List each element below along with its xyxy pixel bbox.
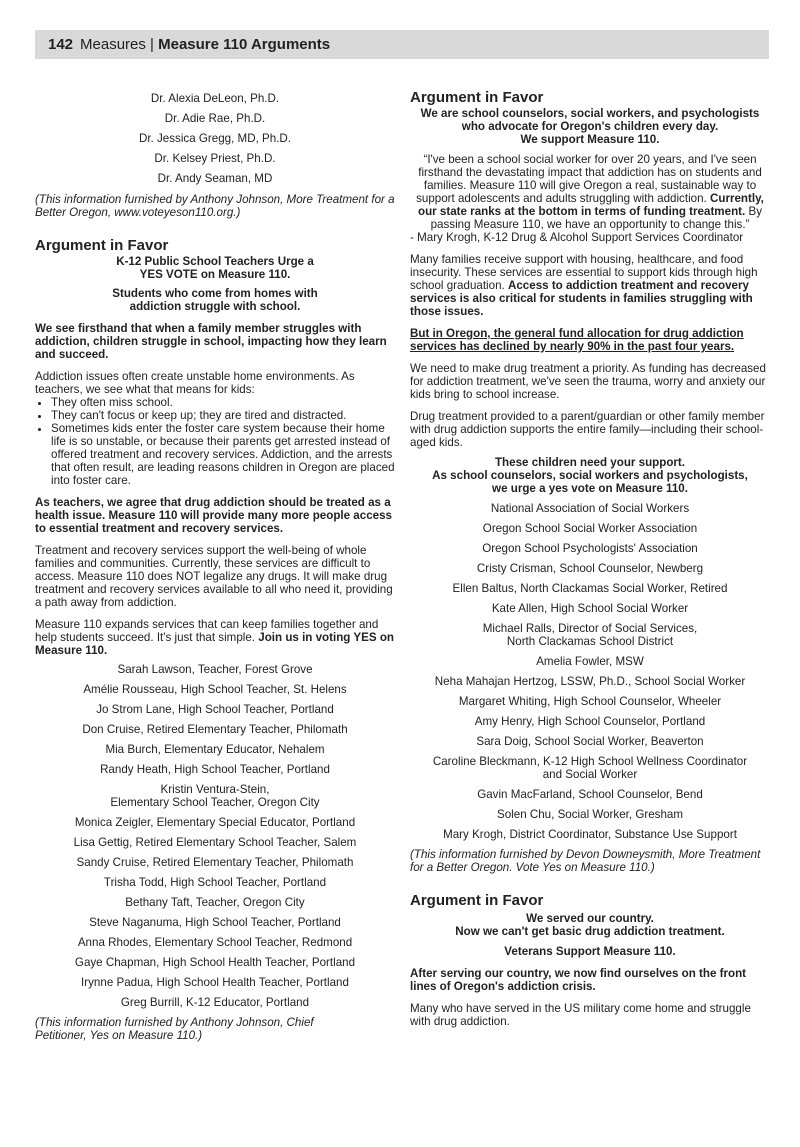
header-separator: | bbox=[145, 36, 159, 53]
signatory: Irynne Padua, High School Health Teacher, Portland bbox=[81, 976, 349, 989]
page-number: 142 bbox=[48, 36, 74, 53]
paragraph: We need to make drug treatment a priority. As funding has decreased for addiction treatment, we've seen the trauma, worry and anxiety our kids bring to school increase. bbox=[410, 362, 766, 401]
signatory: Randy Heath, High School Teacher, Portland bbox=[100, 763, 330, 776]
intro-line: We support Measure 110. bbox=[520, 133, 660, 146]
signatory: Dr. Kelsey Priest, Ph.D. bbox=[154, 152, 276, 165]
signatory: Sandy Cruise, Retired Elementary Teacher, Philomath bbox=[76, 856, 354, 869]
paragraph-bold: Access to addiction treatment and recovery services is also critical for students in families struggling with those issues. bbox=[410, 279, 753, 318]
quote-attribution: - Mary Krogh, K-12 Drug & Alcohol Support Services Coordinator bbox=[410, 231, 744, 244]
bold-paragraph: As teachers, we agree that drug addiction should be treated as a health issue. Measure 110 will provide many more people access to essential treatment and recovery services. bbox=[35, 496, 392, 535]
signatory: Sarah Lawson, Teacher, Forest Grove bbox=[117, 663, 313, 676]
signatory: Amélie Rousseau, High School Teacher, St. Helens bbox=[83, 683, 347, 696]
signatory: Mia Burch, Elementary Educator, Nehalem bbox=[105, 743, 325, 756]
signatory: Ellen Baltus, North Clackamas Social Worker, Retired bbox=[452, 582, 728, 595]
signatory: National Association of Social Workers bbox=[490, 502, 690, 515]
left-column bbox=[35, 89, 395, 1042]
support-line: These children need your support. bbox=[494, 456, 686, 469]
signatory: Gaye Chapman, High School Health Teacher, Portland bbox=[74, 956, 356, 969]
signatory: Cristy Crisman, School Counselor, Newberg bbox=[476, 562, 704, 575]
signatory: Dr. Jessica Gregg, MD, Ph.D. bbox=[138, 132, 292, 145]
paragraph bbox=[35, 618, 395, 657]
signatory-list bbox=[35, 663, 395, 1009]
signatory: Solen Chu, Social Worker, Gresham bbox=[496, 808, 683, 821]
signatory: Bethany Taft, Teacher, Oregon City bbox=[125, 896, 305, 909]
bold-paragraph: We see firsthand that when a family member struggles with addiction, children struggle in school, impacting how they learn and succeed. bbox=[35, 322, 387, 361]
signatory: Greg Burrill, K-12 Educator, Portland bbox=[120, 996, 310, 1009]
bullet-item: • They often miss school. bbox=[51, 396, 395, 409]
signatory: Don Cruise, Retired Elementary Teacher, Philomath bbox=[82, 723, 348, 736]
call-to-action: Join us in voting YES on Measure 110. bbox=[35, 631, 394, 657]
furnished-note: (This information furnished by Anthony Johnson, More Treatment for a Better Oregon, www.voteyeson110.org.) bbox=[35, 193, 395, 219]
intro-line: We are school counselors, social workers, and psychologists who advocate for Oregon's children every day. bbox=[420, 107, 760, 133]
signatory: Caroline Bleckmann, K-12 High School Wellness Coordinator and Social Worker bbox=[432, 755, 748, 781]
section-title: Measures bbox=[80, 36, 146, 53]
signatory: Dr. Alexia DeLeon, Ph.D. bbox=[150, 92, 280, 105]
signatory: Michael Ralls, Director of Social Services, North Clackamas School District bbox=[482, 622, 698, 648]
signatory: Gavin MacFarland, School Counselor, Bend bbox=[477, 788, 703, 801]
quote bbox=[410, 153, 770, 231]
signatory: Monica Zeigler, Elementary Special Educator, Portland bbox=[74, 816, 356, 829]
bullet-list bbox=[35, 396, 395, 487]
bullet-item: • They can't focus or keep up; they are tired and distracted. bbox=[51, 409, 395, 422]
signatory: Trisha Todd, High School Teacher, Portland bbox=[103, 876, 327, 889]
paragraph: Many who have served in the US military come home and struggle with drug addiction. bbox=[410, 1002, 751, 1028]
argument-heading: Argument in Favor bbox=[410, 89, 544, 106]
signatory: Oregon School Social Worker Association bbox=[482, 522, 698, 535]
signatory: Neha Mahajan Hertzog, LSSW, Ph.D., School Social Worker bbox=[434, 675, 746, 688]
underlined-paragraph: But in Oregon, the general fund allocation for drug addiction services has declined by nearly 90% in the past four years. bbox=[410, 327, 744, 353]
veterans-line: We served our country. bbox=[526, 912, 654, 925]
paragraph: Addiction issues often create unstable home environments. As teachers, we see what that means for kids: bbox=[35, 370, 355, 396]
furnished-note: (This information furnished by Devon Downeysmith, More Treatment for a Better Oregon. Vote Yes on Measure 110.) bbox=[410, 848, 761, 874]
support-line: As school counselors, social workers and psychologists, we urge a yes vote on Measure 110. bbox=[432, 469, 748, 495]
paragraph bbox=[410, 253, 770, 318]
veterans-line: Now we can't get basic drug addiction treatment. bbox=[455, 925, 725, 938]
intro-line: K-12 Public School Teachers Urge a YES VOTE on Measure 110. bbox=[116, 255, 314, 281]
signatory: Amy Henry, High School Counselor, Portland bbox=[474, 715, 706, 728]
signatory: Dr. Andy Seaman, MD bbox=[157, 172, 273, 185]
signatory: Jo Strom Lane, High School Teacher, Portland bbox=[96, 703, 334, 716]
signatory: Margaret Whiting, High School Counselor, Wheeler bbox=[458, 695, 722, 708]
signatory: Lisa Gettig, Retired Elementary School Teacher, Salem bbox=[73, 836, 357, 849]
signatory: Oregon School Psychologists' Association bbox=[482, 542, 698, 555]
quote-end: By passing Measure 110, we have an opportunity to change this.” bbox=[430, 205, 762, 231]
paragraph: Drug treatment provided to a parent/guardian or other family member with drug addiction supports the entire family—including their school-aged kids. bbox=[410, 410, 765, 449]
signatory: Dr. Adie Rae, Ph.D. bbox=[164, 112, 266, 125]
argument-heading: Argument in Favor bbox=[35, 237, 169, 254]
veterans-line: Veterans Support Measure 110. bbox=[504, 945, 676, 958]
right-column bbox=[410, 89, 770, 1028]
signatory: Amelia Fowler, MSW bbox=[536, 655, 644, 668]
page-header bbox=[35, 30, 769, 59]
quote-text: “I've been a school social worker for over 20 years, and I've seen firsthand the devastating impact that addiction has on students and families. Measure 110 will give Oregon a real, sustainable way to support adolescents and adults struggling with addiction. bbox=[416, 153, 762, 205]
signatory: Sara Doig, School Social Worker, Beaverton bbox=[476, 735, 704, 748]
signatory: Mary Krogh, District Coordinator, Substance Use Support bbox=[443, 828, 737, 841]
argument-heading: Argument in Favor bbox=[410, 892, 544, 909]
signatory: Kate Allen, High School Social Worker bbox=[491, 602, 689, 615]
top-signatories bbox=[35, 89, 395, 185]
quote-bold: Currently, our state ranks at the bottom in terms of funding treatment. bbox=[418, 192, 764, 218]
signatory: Steve Naganuma, High School Teacher, Portland bbox=[89, 916, 341, 929]
paragraph-text: Measure 110 expands services that can keep families together and help students succeed. It's just that simple. bbox=[35, 618, 379, 644]
paragraph: Treatment and recovery services support the well-being of whole families and communities. Currently, these services are difficult to access. Measure 110 does NOT legalize any drugs. It will make drug treatment and recovery services available to all who need it, providing a path away from addiction. bbox=[35, 544, 393, 609]
bullet-item: • Sometimes kids enter the foster care system because their home life is so unstable, or because their parents get arrested instead of offered treatment and recovery services. Addiction, and the arrests that often result, are leading reasons children in Oregon are placed into foster care. bbox=[51, 422, 395, 487]
signatory: Anna Rhodes, Elementary School Teacher, Redmond bbox=[77, 936, 353, 949]
signatory-list bbox=[410, 502, 770, 841]
paragraph-text: Many families receive support with housing, healthcare, and food insecurity. These services are essential to support kids through high school graduation. bbox=[410, 253, 758, 292]
furnished-note: (This information furnished by Anthony Johnson, Chief Petitioner, Yes on Measure 110.) bbox=[35, 1016, 314, 1042]
signatory: Kristin Ventura-Stein, Elementary School Teacher, Oregon City bbox=[110, 783, 320, 809]
intro-line: Students who come from homes with addiction struggle with school. bbox=[112, 287, 318, 313]
subsection-title: Measure 110 Arguments bbox=[158, 36, 331, 53]
bold-paragraph: After serving our country, we now find ourselves on the front lines of Oregon's addiction crisis. bbox=[410, 967, 747, 993]
